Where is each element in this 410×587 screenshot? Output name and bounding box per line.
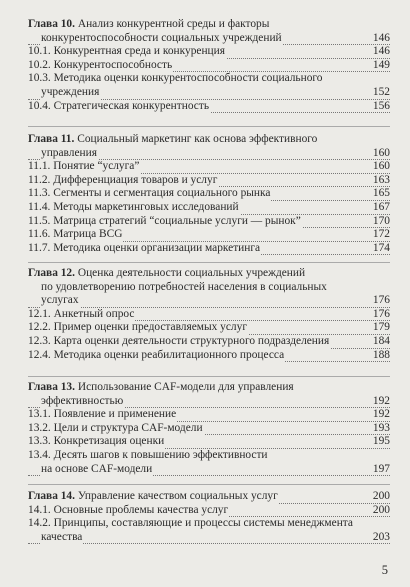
section-title: 14.1. Основные проблемы качества услуг — [28, 503, 229, 516]
section-entry[interactable] — [28, 174, 390, 188]
chapter-block — [28, 267, 390, 362]
page-ref: 165 — [372, 187, 390, 200]
section-entry[interactable] — [28, 215, 390, 229]
section-title: 11.2. Дифференциация товаров и услуг — [28, 173, 218, 186]
section-title: 10.1. Конкурентная среда и конкуренция — [28, 45, 225, 58]
chapter-label: Глава 13. — [28, 381, 75, 393]
section-entry[interactable] — [28, 308, 390, 322]
page-ref: 152 — [372, 85, 390, 98]
section-title: 11.3. Сегменты и сегментация социального рынка — [28, 187, 271, 200]
divider — [28, 126, 390, 127]
section-entry[interactable] — [28, 187, 390, 201]
section-title: 12.3. Карта оценки деятельности структурного подразделения — [28, 334, 330, 347]
section-entry[interactable] — [28, 201, 390, 215]
section-entry[interactable] — [28, 100, 390, 114]
section-title: 11.5. Матрица стратегий “социальные услуги — рынок” — [28, 214, 301, 227]
chapter-title-line[interactable] — [28, 294, 390, 308]
section-entry[interactable] — [28, 408, 390, 422]
section-entry[interactable] — [28, 449, 390, 463]
section-entry[interactable] — [28, 531, 390, 545]
page-ref: 170 — [372, 214, 390, 227]
page-ref: 195 — [372, 435, 390, 448]
page-ref: 176 — [372, 294, 390, 307]
section-title: 14.2. Принципы, составляющие и процессы системы менеджмента — [28, 517, 353, 530]
section-title: 11.6. Матрица BCG — [28, 228, 123, 241]
section-title: на основе CAF-модели — [41, 462, 153, 475]
page-ref: 163 — [372, 173, 390, 186]
page-number: 5 — [381, 563, 388, 577]
page-ref: 156 — [372, 99, 390, 112]
section-entry[interactable] — [28, 228, 390, 242]
chapter-block — [28, 490, 390, 544]
chapter-title-text: Оценка деятельности социальных учреждений — [77, 267, 306, 279]
page-ref: 197 — [372, 462, 390, 475]
divider — [28, 376, 390, 377]
section-title: 12.4. Методика оценки реабилитационного процесса — [28, 348, 285, 361]
section-entry[interactable] — [28, 422, 390, 436]
chapter-title-text: услугах — [41, 294, 79, 307]
page-ref: 192 — [372, 394, 390, 407]
page-ref: 176 — [372, 307, 390, 320]
section-title: 13.1. Появление и применение — [28, 408, 177, 421]
section-entry[interactable] — [28, 242, 390, 256]
page-ref: 160 — [372, 160, 390, 173]
section-entry[interactable] — [28, 435, 390, 449]
chapter-title-text: Социальный маркетинг как основа эффективного — [77, 133, 318, 145]
page-ref: 149 — [372, 58, 390, 71]
page-ref: 193 — [372, 421, 390, 434]
page-ref: 179 — [372, 321, 390, 334]
page-ref: 188 — [372, 348, 390, 361]
chapter-title-line[interactable] — [28, 490, 390, 504]
section-title: 11.1. Понятие “услуга” — [28, 160, 140, 173]
page-ref: 160 — [372, 146, 390, 159]
section-entry[interactable] — [28, 517, 390, 531]
chapter-title-text: Управление качеством социальных услуг — [77, 490, 278, 502]
page-ref: 184 — [372, 334, 390, 347]
chapter-title-line[interactable] — [28, 395, 390, 409]
section-entry[interactable] — [28, 59, 390, 73]
section-entry[interactable] — [28, 504, 390, 518]
section-title: 13.3. Конкретизация оценки — [28, 435, 165, 448]
chapter-title-text: Использование CAF-модели для управления — [77, 381, 294, 393]
chapter-title-line[interactable] — [28, 18, 390, 32]
section-title: 13.2. Цели и структура CAF-модели — [28, 421, 203, 434]
chapter-title-line[interactable] — [28, 267, 390, 281]
page-ref: 203 — [372, 530, 390, 543]
chapter-block — [28, 133, 390, 255]
chapter-title-text: управления — [41, 146, 97, 159]
section-title: 12.1. Анкетный опрос — [28, 307, 135, 320]
chapter-title-line[interactable] — [28, 147, 390, 161]
chapter-title-line[interactable] — [28, 281, 390, 295]
section-title: 10.4. Стратегическая конкурентность — [28, 99, 210, 112]
page-ref: 200 — [372, 503, 390, 516]
chapter-title-line[interactable] — [28, 381, 390, 395]
page-ref: 200 — [372, 490, 390, 502]
section-title: 13.4. Десять шагов к повышению эффективности — [28, 448, 268, 461]
section-entry[interactable] — [28, 86, 390, 100]
chapter-title-line[interactable] — [28, 32, 390, 46]
chapter-title-text: по удовлетворению потребностей населения в социальных — [41, 280, 327, 293]
chapter-label: Глава 11. — [28, 133, 75, 145]
section-title: 10.2. Конкурентоспособность — [28, 58, 173, 71]
section-title: качества — [41, 530, 83, 543]
section-title: учреждения — [41, 85, 100, 98]
chapter-title-text: Анализ конкурентной среды и факторы — [77, 18, 270, 30]
section-title: 11.7. Методика оценки организации маркетинга — [28, 241, 261, 254]
page-ref: 146 — [372, 45, 390, 58]
chapter-label: Глава 12. — [28, 267, 75, 279]
chapter-label: Глава 14. — [28, 490, 75, 502]
divider — [28, 262, 390, 263]
section-title: 12.2. Пример оценки предоставляемых услуг — [28, 321, 247, 334]
divider — [28, 484, 390, 485]
section-entry[interactable] — [28, 335, 390, 349]
chapter-label: Глава 10. — [28, 18, 75, 30]
section-title: 10.3. Методика оценки конкурентоспособности социального — [28, 72, 323, 85]
section-title: 11.4. Методы маркетинговых исследований — [28, 200, 239, 213]
chapter-title-line[interactable] — [28, 133, 390, 147]
section-entry[interactable] — [28, 72, 390, 86]
page-ref: 167 — [372, 200, 390, 213]
page-ref: 146 — [372, 31, 390, 44]
chapter-title-text: конкурентоспособности социальных учреждений — [41, 31, 282, 44]
section-entry[interactable] — [28, 321, 390, 335]
section-entry[interactable] — [28, 349, 390, 363]
section-entry[interactable] — [28, 463, 390, 477]
chapter-title-text: эффективностью — [41, 394, 124, 407]
chapter-block — [28, 381, 390, 476]
section-entry[interactable] — [28, 45, 390, 59]
page-ref: 192 — [372, 408, 390, 421]
chapter-block — [28, 18, 390, 113]
page-ref: 172 — [372, 228, 390, 241]
section-entry[interactable] — [28, 160, 390, 174]
page-ref: 174 — [372, 241, 390, 254]
